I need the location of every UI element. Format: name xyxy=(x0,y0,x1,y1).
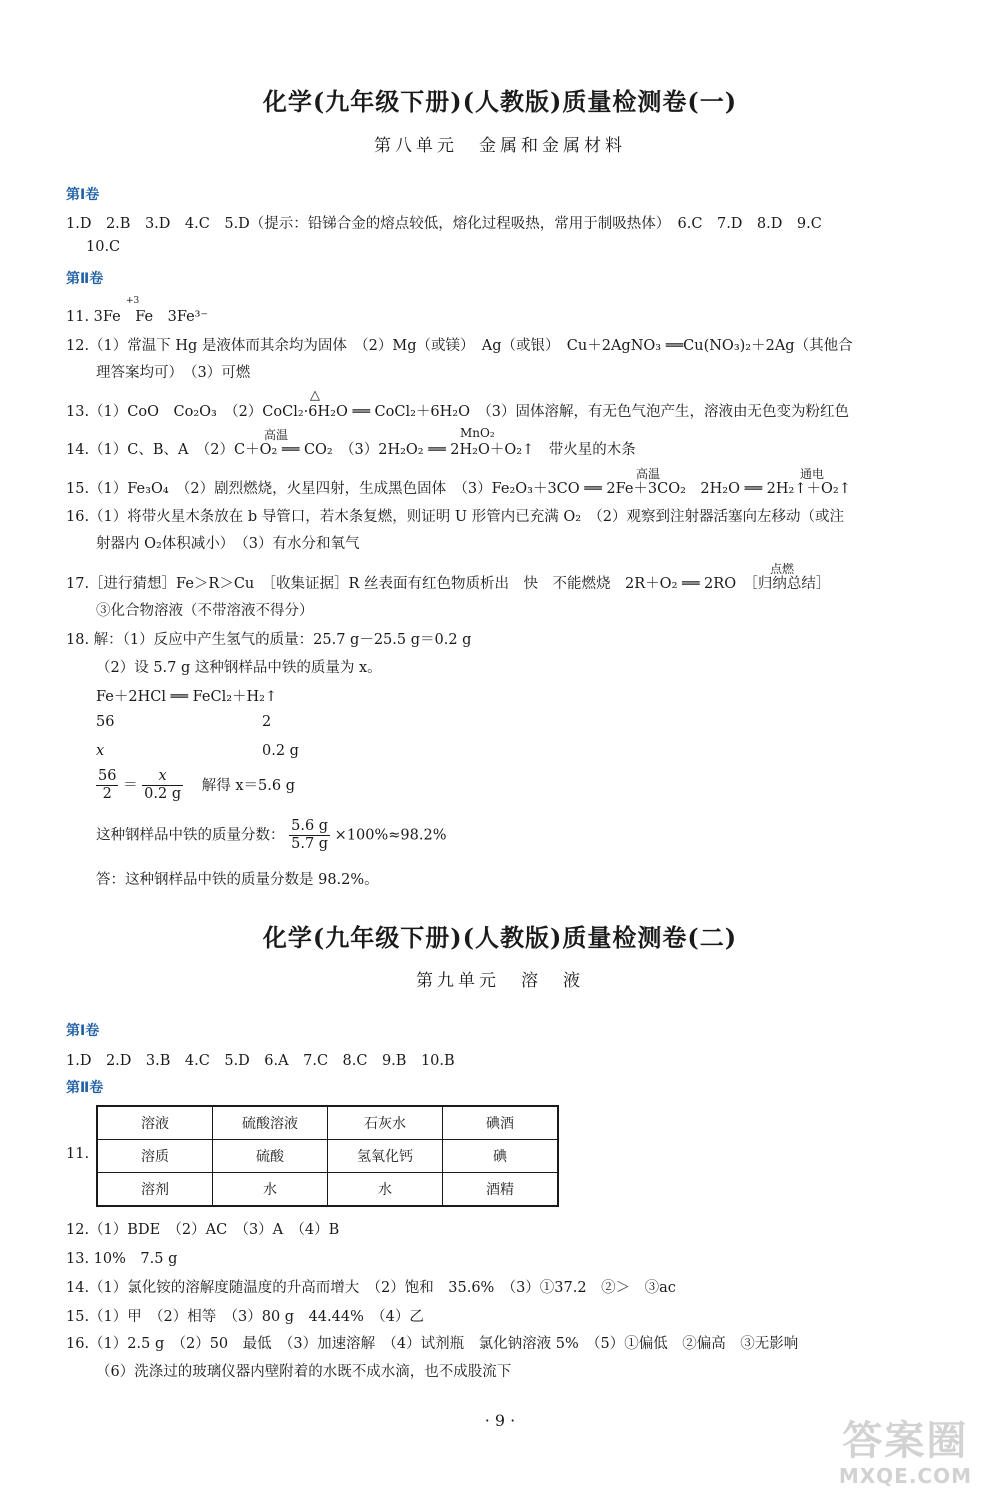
table-cell: 碘酒 xyxy=(443,1106,559,1140)
test2-part1-label: 第Ⅰ卷 xyxy=(66,1023,100,1039)
q18-proportion: $\frac{56}{2}$ ＝ $\frac{x}{0.2 g}$ 解得 x＝5.6 g xyxy=(98,768,295,802)
table-cell: 碘 xyxy=(443,1140,559,1173)
test2-q12: 12.（1）BDE （2）AC （3）A （4）B xyxy=(66,1222,340,1238)
solution-table xyxy=(96,1105,559,1207)
q18-line2: （2）设 5.7 g 这种钢样品中铁的质量为 x。 xyxy=(96,660,382,676)
q18-solve: 解得 x＝5.6 g xyxy=(201,777,295,794)
test2-q11-number: 11. xyxy=(66,1146,90,1162)
q18-mass-fe: 56 xyxy=(96,714,115,730)
q18-h2-value: 0.2 g xyxy=(262,743,299,759)
q11-valence-mark: +3 xyxy=(126,296,140,306)
table-row xyxy=(97,1173,558,1207)
table-cell: 硫酸 xyxy=(213,1140,328,1173)
test2-q13: 13. 10% 7.5 g xyxy=(66,1251,178,1267)
q13-condition: △ xyxy=(310,388,320,403)
test1-subtitle: 第八单元 金属和金属材料 xyxy=(374,136,626,156)
q17-line2: ③化合物溶液（不带溶液不得分） xyxy=(96,603,314,619)
test2-q14: 14.（1）氯化铵的溶解度随温度的升高而增大 （2）饱和 35.6% （3）①37.2 ②＞ ③ac xyxy=(66,1280,676,1296)
q15-condition-1: 高温 xyxy=(636,467,661,481)
table-row xyxy=(97,1140,558,1173)
q18-percentage: 这种钢样品中铁的质量分数： $\frac{5.6 g}{5.7 g}$ ×100%≈98.2% xyxy=(96,818,447,852)
q16-line2: 射器内 O₂体积减小） （3）有水分和氧气 xyxy=(96,536,360,552)
test2-answers-line1: 1.D 2.D 3.B 4.C 5.D 6.A 7.C 8.C 9.B 10.B xyxy=(66,1053,455,1069)
q18-fraction-2: $\frac{x}{0.2 g}$ xyxy=(144,768,182,802)
q14-condition-1: 高温 xyxy=(264,428,289,442)
q18-fraction-1: $\frac{56}{2}$ xyxy=(98,768,117,802)
watermark-logo: 答案圈 MXQE.COM xyxy=(838,1418,972,1488)
q15-answer: 15.（1）Fe₃O₄ （2）剧烈燃烧，火星四射，生成黑色固体 （3）Fe₂O₃＋3CO ══ 2Fe＋3CO₂ 2H₂O ══ 2H₂↑＋O₂↑ xyxy=(66,481,851,497)
q13-answer: 13.（1）CoO Co₂O₃ （2）CoCl₂·6H₂O ══ CoCl₂＋6H₂O （3）固体溶解，有无色气泡产生，溶液由无色变为粉红色 xyxy=(66,404,849,420)
q12-line1: 12.（1）常温下 Hg 是液体而其余均为固体 （2）Mg（或镁） Ag（或银） Cu＋2AgNO₃ ══Cu(NO₃)₂＋2Ag（其他合 xyxy=(66,338,853,354)
test2-part2-label: 第Ⅱ卷 xyxy=(66,1080,104,1096)
q16-line1: 16.（1）将带火星木条放在 b 导管口，若木条复燃，则证明 U 形管内已充满 O₂ （2）观察到注射器活塞向左移动（或注 xyxy=(66,509,845,525)
q12-line2: 理答案均可） （3）可燃 xyxy=(96,365,251,381)
table-cell: 石灰水 xyxy=(328,1106,443,1140)
test1-title: 化学(九年级下册)(人教版)质量检测卷(一) xyxy=(262,87,738,116)
table-cell: 溶质 xyxy=(97,1140,213,1173)
q18-fraction-3: $\frac{5.6 g}{5.7 g}$ xyxy=(291,818,329,852)
q18-answer: 答：这种钢样品中铁的质量分数是 98.2%。 xyxy=(96,872,379,888)
table-cell: 溶剂 xyxy=(97,1173,213,1207)
q14-condition-2: MnO₂ xyxy=(460,426,495,440)
test2-q16-line1: 16.（1）2.5 g （2）50 最低 （3）加速溶解 （4）试剂瓶 氯化钠溶液 5% （5）①偏低 ②偏高 ③无影响 xyxy=(66,1336,799,1352)
table-cell: 硫酸溶液 xyxy=(213,1106,328,1140)
table-cell: 水 xyxy=(213,1173,328,1207)
q17-condition: 点燃 xyxy=(770,562,795,576)
q11-answer: 11. 3Fe Fe 3Fe³⁻ xyxy=(66,309,209,325)
test1-answers-line2: 10.C xyxy=(86,239,121,255)
test2-title: 化学(九年级下册)(人教版)质量检测卷(二) xyxy=(262,923,738,952)
q18-mass-h2: 2 xyxy=(262,714,272,730)
q14-answer: 14.（1）C、B、A （2）C＋O₂ ══ CO₂ （3）2H₂O₂ ══ 2H₂O＋O₂↑ 带火星的木条 xyxy=(66,442,636,458)
test2-q16-line2: （6）洗涤过的玻璃仪器内壁附着的水既不成水滴，也不成股流下 xyxy=(96,1364,512,1380)
q18-line1: 18. 解：（1）反应中产生氢气的质量：25.7 g－25.5 g＝0.2 g xyxy=(66,632,472,648)
q15-condition-2: 通电 xyxy=(800,467,825,481)
table-row xyxy=(97,1106,558,1140)
table-cell: 酒精 xyxy=(443,1173,559,1207)
test2-q15: 15.（1）甲 （2）相等 （3）80 g 44.44% （4）乙 xyxy=(66,1309,424,1325)
test2-subtitle: 第九单元 溶 液 xyxy=(416,971,584,991)
q17-line1: 17.［进行猜想］Fe＞R＞Cu ［收集证据］R 丝表面有红色物质析出 快 不能燃烧 2R＋O₂ ══ 2RO ［归纳总结］ xyxy=(66,576,831,592)
q18-unknown-x: x xyxy=(96,743,105,759)
table-cell: 氢氧化钙 xyxy=(328,1140,443,1173)
page-number: · 9 · xyxy=(484,1411,516,1430)
table-cell: 溶液 xyxy=(97,1106,213,1140)
q18-equation: Fe＋2HCl ══ FeCl₂＋H₂↑ xyxy=(96,689,278,705)
test1-answers-line1: 1.D 2.B 3.D 4.C 5.D（提示：铅锑合金的熔点较低，熔化过程吸热，常用于制吸热体） 6.C 7.D 8.D 9.C xyxy=(66,216,822,232)
test1-part2-label: 第Ⅱ卷 xyxy=(66,271,104,287)
table-cell: 水 xyxy=(328,1173,443,1207)
test1-part1-label: 第Ⅰ卷 xyxy=(66,187,100,203)
